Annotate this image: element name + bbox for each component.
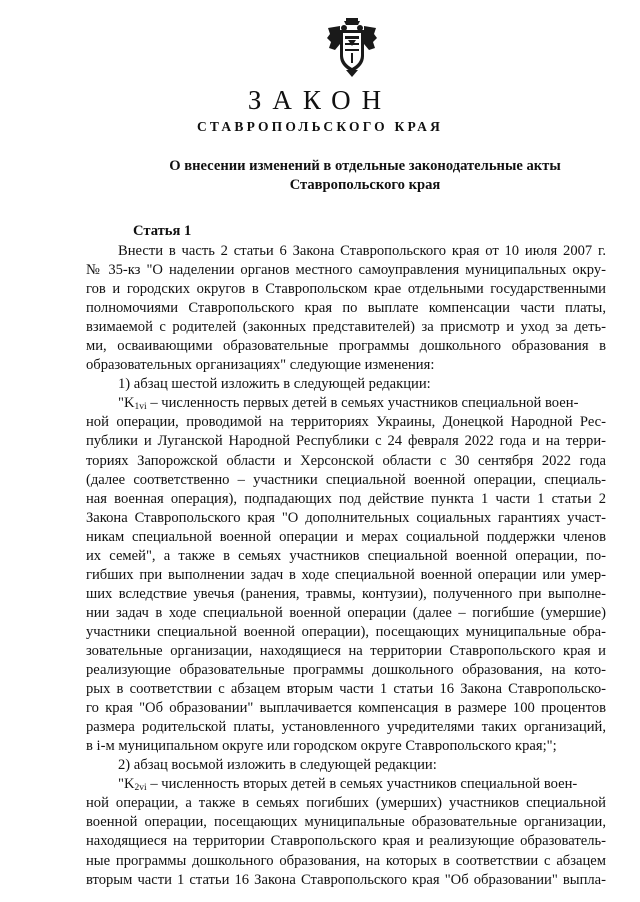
formula-line — [86, 394, 606, 413]
paragraph-line: рых в соответствии с абзацем вторым части 1 статьи 16 Закона Ставропольско- — [86, 681, 606, 698]
paragraph-line: полномочиями Ставропольского края по выплате компенсации части платы, — [86, 300, 606, 317]
paragraph-line: взимаемой с родителей (законных представителей) за присмотр и уход за деть- — [86, 319, 606, 336]
document-heading — [90, 157, 640, 195]
paragraph-line: ные программы дошкольного образования, на которых в соответствии с абзацем — [86, 852, 606, 869]
formula-line — [86, 775, 606, 794]
formula-symbol: K — [123, 776, 135, 793]
paragraph-line: ших вследствие увечья (ранения, травмы, контузии), полученного при выполне- — [86, 585, 606, 602]
paragraph-line: ной операции, проводимой на территориях Украины, Донецкой Народной Рес- — [86, 414, 606, 431]
paragraph-line: 2) абзац восьмой изложить в следующей редакции: — [118, 757, 437, 774]
paragraph-line: в i-м муниципальном округе или городском округе Ставропольского края;"; — [86, 738, 557, 755]
paragraph-line: реализующие образовательные программы дошкольного образования, на кото- — [86, 662, 606, 679]
paragraph-line: гов и городских округов в Ставропольском крае отдельными государственными — [86, 281, 606, 298]
quote-mark: " — [118, 395, 124, 412]
paragraph-line: находящиеся на территории Ставропольского края и реализующие образователь- — [86, 833, 606, 850]
paragraph-line: № 35-кз "О наделении органов местного самоуправления муниципальных окру- — [86, 262, 606, 279]
stavropol-coat-of-arms-icon — [326, 16, 378, 78]
document-heading-line: Ставропольского края — [289, 177, 441, 193]
paragraph-line: нии задач в ходе специальной военной операции (далее – погибшие (умершие) — [86, 604, 606, 621]
paragraph-line: участники специальной военной операции), посещающих муниципальные обра- — [86, 623, 606, 640]
paragraph-line: зовательные организации, находящиеся на территории Ставропольского края и — [86, 642, 606, 659]
paragraph-line: военной операции, посещающих муниципальные образовательные организации, — [86, 814, 606, 831]
paragraph-line: – численность первых детей в семьях участников специальной воен- — [150, 395, 579, 412]
law-region: СТАВРОПОЛЬСКОГО КРАЯ — [196, 119, 444, 134]
formula-subscript: 2vi — [134, 783, 147, 794]
formula-subscript: 1vi — [134, 402, 147, 413]
formula-symbol: K — [123, 395, 135, 412]
quote-mark: " — [118, 776, 124, 793]
paragraph-line: 1) абзац шестой изложить в следующей редакции: — [118, 376, 431, 393]
paragraph-line: – численность вторых детей в семьях участников специальной воен- — [150, 776, 578, 793]
document-heading-line: О внесении изменений в отдельные законодательные акты — [169, 158, 561, 174]
law-title: ЗАКОН — [247, 85, 393, 115]
paragraph-line: их семей", а также в семьях участников специальной военной операции, по- — [86, 547, 606, 564]
article-heading: Статья 1 — [133, 223, 192, 239]
paragraph-line: го края "Об образовании" выплачивается компенсация в размере 100 процентов — [86, 700, 606, 717]
paragraph-line: размера родительской платы, установленного учредителями таких организаций, — [86, 719, 606, 736]
paragraph-line: ная военная операция), подпадающих под действие пункта 1 части 1 статьи 2 — [86, 490, 606, 507]
paragraph-line: образовательных организациях" следующие изменения: — [86, 357, 435, 374]
paragraph-line: Закона Ставропольского края "О дополнительных социальных гарантиях участ- — [86, 509, 606, 526]
article-body — [86, 242, 606, 890]
paragraph-line: гибших при выполнении задач в ходе специальной военной операции или умер- — [86, 566, 606, 583]
paragraph-line: ми, осваивающими образовательные программы дошкольного образования в — [86, 338, 606, 355]
paragraph-line: публики и Луганской Народной Республики с 24 февраля 2022 года и на терри- — [86, 433, 606, 450]
paragraph-line: Внести в часть 2 статьи 6 Закона Ставропольского края от 10 июля 2007 г. — [118, 243, 606, 259]
paragraph-line: ториях Запорожской области и Херсонской области с 30 сентября 2022 года — [86, 452, 606, 469]
paragraph-line: вторым части 1 статьи 16 Закона Ставропольского края "Об образовании" выпла- — [86, 871, 606, 888]
paragraph-line: (далее соответственно – участники специальной военной операции, специаль- — [86, 471, 606, 488]
paragraph-line: ной операции, а также в семьях погибших (умерших) участников специальной — [86, 795, 606, 812]
paragraph-line: никам специальной военной операции и мерах социальной поддержки членов — [86, 528, 606, 545]
